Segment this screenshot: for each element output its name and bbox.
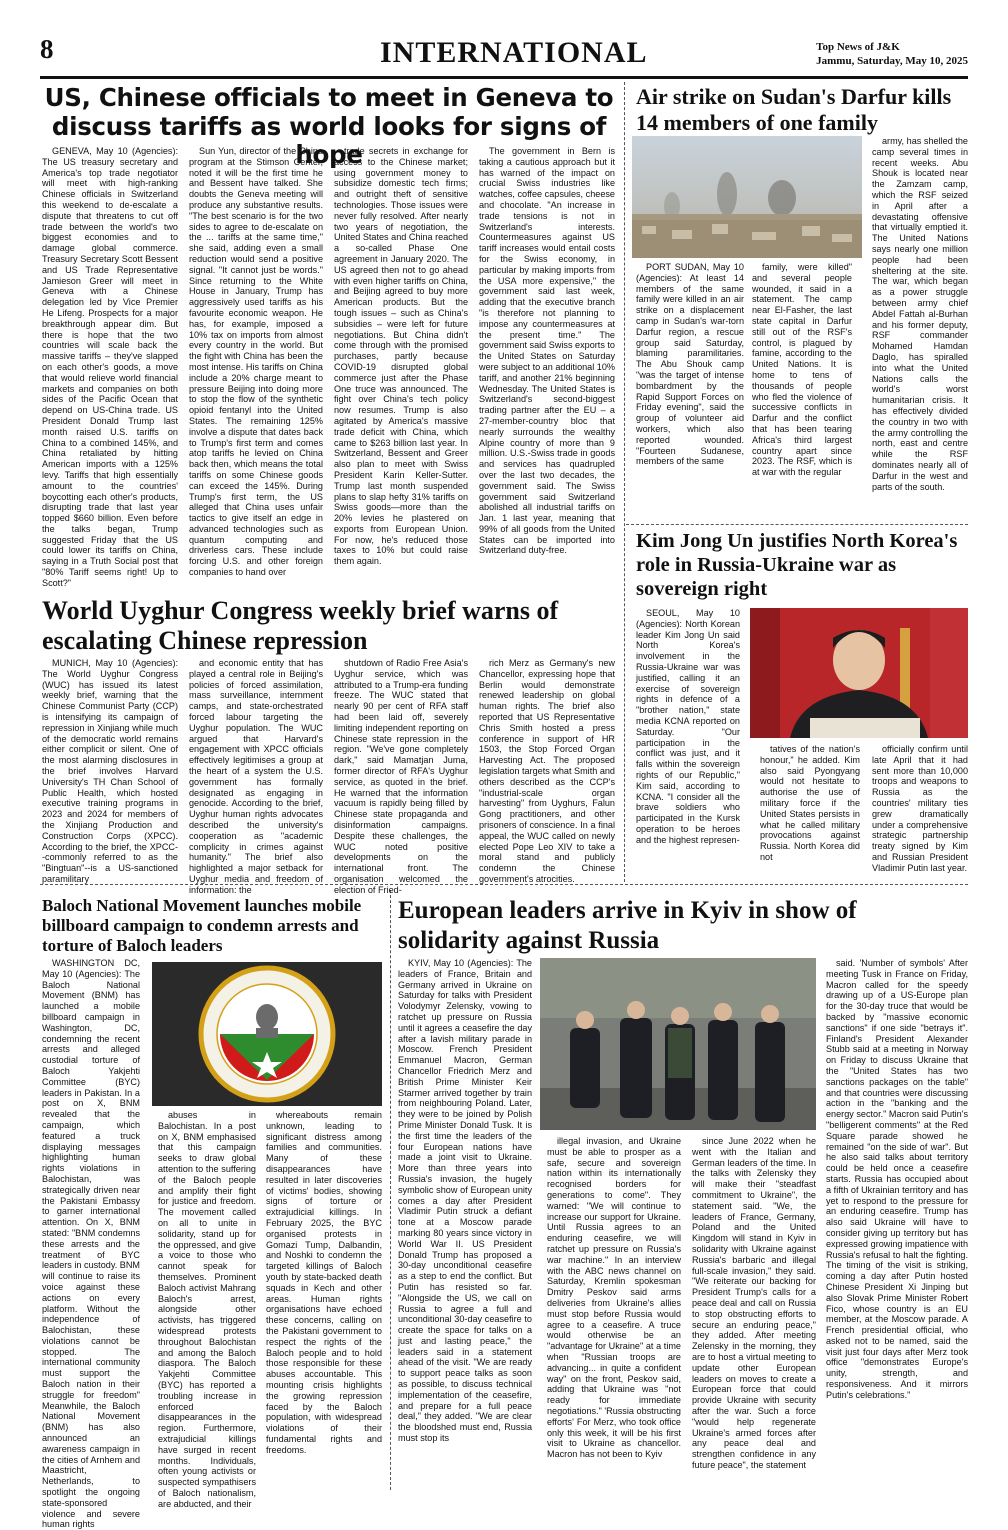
kim-headline: Kim Jong Un justifies North Korea's role in Russia-Ukraine war as sovereign right [636,530,958,600]
uyghur-col-2: and economic entity that has played a central role in Beijing's policies of forced assimilation, mass surveillance, internment camps, and state-orchestrated forced labour targeting the Uyghur population. The WUC argued that Harvard's engagement with XPCC officials effectively legitimises a group at the heart of a system the U.S. government has formally designated as engaging in genocide. According to the brief, Uyghur human rights advocates described the university's cooperation as "academic complicity in crimes against humanity." The brief also highlighted a major setback for Uyghur media and freedom of information: the [189,658,323,895]
kim-col-3: officially confirm until late April that it had sent more than 10,000 troops and weapons to Russia as the countries' military ties grew dramatically under a comprehensive strategic partnership treaty signed by Kim and Russian President Vladimir Putin last year. [872,744,968,873]
page-number: 8 [40,34,54,64]
geneva-col-2: Sun Yun, director of the China program at the Stimson Center, noted it will be the first time he and Bessent have talked. She doubts the Geneva meeting will produce any substantive results. "The best scenario is for the two sides to agree to de-escalate on the ... tariffs at the same time," she said, adding even a small reduction would send a positive signal. "It cannot just be words." Since returning to the White House in January, Trump has aggressively used tariffs as his favourite economic weapon. He has, for example, imposed a 10% tax on imports from almost every country in the world. But the fight with China has been the most intense. His tariffs on China include a 20% charge meant to pressure Beijing into doing more to stop the flow of the synthetic opioid fentanyl into the United States. The remaining 125% involve a dispute that dates back to Trump's first term and comes atop tariffs he levied on China back then, which means the total tariffs on some Chinese goods can exceed the 145%. During Trump's first term, the US alleged that China uses unfair tactics to give itself an edge in advanced technologies such as quantum computing and driverless cars. These include forcing U.S. and other foreign companies to hand over [189,146,323,578]
section-title: INTERNATIONAL [380,36,648,69]
kyiv-photo [540,958,816,1130]
kim-col-2: tatives of the nation's honour," he added. Kim also said Pyongyang would not hesitate to authorise the use of military force if the United States persists in what he called military provocations against Russia. North Korea did not [760,744,860,862]
geneva-col-1: GENEVA, May 10 (Agencies): The US treasury secretary and America's top trade negotiator will meet with high-ranking Chinese officials in Switzerland this weekend to de-escalate a dispute that threatens to cut off trade between the world's two biggest economies and to damage global commerce. Treasury Secretary Scott Bessent and US Trade Representative Jamieson Greer will meet in Geneva with a Chinese delegation led by Vice Premier He Lifeng. Prospects for a major breakthrough appear dim. But there is hope that the two countries will scale back the massive tariffs – they've slapped on each other's goods, a move that would relieve world financial markets and companies on both sides of the Pacific Ocean that depend on US-China trade. US President Donald Trump last month raised U.S. tariffs on China to a combined 145%, and China retaliated by hitting American imports with a 125% levy. Tariffs that high essentially amount to the countries' boycotting each other's products, disrupting trade that last year topped $660 billion. Even before the talks began, Trump suggested Friday that the US could lower its tariffs on China, saying in a Truth Social post that "80% Tariff seems right! Up to Scott?" [42,146,178,588]
section-divider [626,524,968,525]
column-divider [624,82,625,882]
dateline: Jammu, Saturday, May 10, 2025 [816,55,968,67]
kim-col-1: SEOUL, May 10 (Agencies): North Korean leader Kim Jong Un said North Korea's involvement in the Russia-Ukraine war was justified, calling it an exercise of sovereign rights in defence of a "brother nation," state media KCNA reported on Saturday. "Our participation in the conflict was just, and it falls within the sovereign rights of our Republic," Kim said, according to KCNA. "I consider all the brave soldiers who participated in the Kursk operation to be heroes and the highest represen- [636,608,740,845]
uyghur-col-1: MUNICH, May 10 (Agencies): The World Uyghur Congress (WUC) has issued its latest weekly brief, warning that the Chinese Communist Party (CCP) is intensifying its campaign of repression in Xinjiang while much of the democratic world remains either complicit or silent. One of the most alarming disclosures in the brief involves Harvard University's TH Chan School of Public Health, which hosted executive training programs in 2023 and 2024 for members of the Xinjiang Production and Construction Corps (XPCC). According to the brief, the XPCC--commonly referred to as the "Bingtuan"--is a US-sanctioned paramilitary [42,658,178,884]
kyiv-col-3: since June 2022 when he went with the Italian and German leaders of the time. In the talks with Zelensky they will make their "steadfast commitment to Ukraine", the statement said. "We, the leaders of France, Germany, Poland and the United Kingdom will stand in Kyiv in solidarity with Ukraine against Russia's barbaric and illegal full-scale invasion," they said. "We reiterate our backing for President Trump's calls for a peace deal and call on Russia to stop obstructing efforts to secure an enduring peace," they added. After meeting Zelensky in the morning, they are to host a virtual meeting to update other European leaders on moves to create a European force that could provide Ukraine with security after the war. Such a force "would help regenerate Ukraine's armed forces after any peace deal and strengthen confidence in any future peace", the statement [692,1136,816,1470]
sudan-col-2: family, were killed" and several people wounded, it said in a statement. The camp near El-Fasher, the last state capital in Darfur still out of the RSF's control, is plagued by famine, according to the United Nations. It is home to tens of thousands of people who fled the violence of successive conflicts in Darfur and the conflict that has been tearing Africa's third largest country apart since 2023. The RSF, which is at war with the regular [752,262,852,478]
kim-photo [750,608,968,738]
sudan-headline: Air strike on Sudan's Darfur kills 14 members of one family [636,84,952,135]
kyiv-headline: European leaders arrive in Kyiv in show of solidarity against Russia [398,897,857,954]
kyiv-col-4: said. 'Number of symbols' After meeting Tusk in France on Friday, Macron called for the speedy drawing up of a US-Europe plan for the 30-day truce that would be backed by "massive economic sanctions" if one side "betrays it". Finland's President Alexander Stubb said at a meeting in Norway on Friday to discuss Ukraine that the "United States has two sanctions packages on the table" and that countries were discussing action in the "banking and the energy sector." Macron said Putin's "belligerent comments" at the Red Square parade showed he remained "on the side of war". But he also said talks about territory could be held once a ceasefire starts. Russia has occupied about a fifth of Ukrainian territory and has yet to respond to the pressure for an enduring ceasefire. Trump has also said Ukraine will have to consider giving up territory but has expressed growing impatience with Russia's refusal to halt the fighting. The timing of the visit is striking, coming a day after Putin hosted Chinese President Xi Jinping but also Slovak Prime Minister Robert Fico, whose country is an EU member, at the Moscow parade. A French presidential official, who asked not to be named, said the visit just four days after Merz took office "demonstrates Europe's unity, strength, and responsiveness. And it mirrors Putin's celebrations." [826,958,968,1400]
geneva-col-3: trade secrets in exchange for access to the Chinese market; using government money to subsidize domestic tech firms; and outright theft of sensitive technologies. Those issues were never fully resolved. After nearly two years of negotiation, the United States and China reached a so-called Phase One agreement in January 2020. The US agreed then not to go ahead with even higher tariffs on China, and Beijing agreed to buy more American products. But the tough issues – such as China's subsidies – were left for future negotiations. But China didn't come through with the promised purchases, partly because COVID-19 disrupted global commerce just after the Phase One truce was announced. The fight over China's tech policy now resumes. Trump is also agitated by America's massive trade deficit with China, which came to $263 billion last year. In Switzerland, Bessent and Greer also plan to meet with Swiss President Karin Keller-Sutter. Trump last month suspended plans to slap hefty 31% tariffs on Swiss goods—more than the 20% levies he plastered on exports from European Union. For now, he's reduced those taxes to 10% but could raise them again. [334,146,468,567]
header-rule [40,76,968,79]
baloch-col-2: abuses in Balochistan. In a post on X, BNM emphasised that this campaign seeks to draw global attention to the suffering of the Baloch people and amplify their fight for justice and freedom. The movement called on all to unite in solidarity, stand up for the oppressed, and give a voice to those who cannot speak for themselves. Prominent Baloch activist Mahrang Baloch's arrest, alongside other activists, has triggered widespread protests throughout Balochistan and among the Baloch diaspora. The Baloch Yakjehti Committee (BYC) has reported a troubling increase in enforced disappearances in the region. Furthermore, extrajudicial killings have surged in recent months. Individuals, often young activists or suspected sympathisers of Baloch nationalism, are abducted, and their [158,1110,256,1509]
kyiv-col-1: KYIV, May 10 (Agencies): The leaders of France, Britain and Germany arrived in Ukraine on Saturday for talks with President Volodymyr Zelensky, vowing to ratchet up pressure on Russia until it agrees a ceasefire the day after a lavish military parade in Moscow. French President Emmanuel Macron, German Chancellor Friedrich Merz and British Prime Minister Keir Starmer arrived together by train from neighbouring Poland. Later, they were to be joined by Polish Prime Minister Donald Tusk. It is the first time the leaders of the four European nations have made a joint visit to Ukraine. More than three years into Russia's invasion, the hugely symbolic show of European unity comes a day after President Vladimir Putin struck a defiant tone at a Moscow parade marking 80 years since victory in World War II. US President Donald Trump has proposed a 30-day unconditional ceasefire as a step to end the conflict. But Putin has resisted so far. "Alongside the US, we call on Russia to agree a full and unconditional 30-day ceasefire to create the space for talks on a just and lasting peace," the leaders said in a statement ahead of the visit. "We are ready to support peace talks as soon as possible, to discuss technical implementation of the ceasefire, and prepare for a full peace deal," they added. "We are clear the bloodshed must end, Russia must stop its [398,958,532,1444]
geneva-col-4: The government in Bern is taking a cautious approach but it has warned of the impact on crucial Swiss industries like watches, coffee capsules, cheese and chocolate. "An increase in trade tensions is not in Switzerland's interests. Countermeasures against US tariff increases would entail costs for the Swiss economy, in particular by making imports from the USA more expensive," the government said last week, adding that the executive branch "is therefore not planning to impose any countermeasures at the present time." The government said Swiss exports to the United States on Saturday were subject to an additional 10% tariff, and another 21% beginning Wednesday. The United States is Switzerland's second-biggest trading partner after the EU – a 27-member-country bloc that nearly surrounds the wealthy Alpine country of more than 9 million. U.S.-Swiss trade in goods and services has quadrupled over the last two decades, the government said. The Swiss government said Switzerland abolished all industrial tariffs on Jan. 1 last year, meaning that 99% of all goods from the United States can be imported into Switzerland duty-free. [479,146,615,556]
sudan-photo [632,136,862,258]
kyiv-col-2: illegal invasion, and Ukraine must be able to prosper as a safe, secure and sovereign nation within its internationally recognised borders for generations to come". They warned: "We will continue to increase our support for Ukraine. Until Russia agrees to an enduring ceasefire, we will ratchet up pressure on Russia's war machine." In an interview with the ABC news channel on Saturday, Kremlin spokesman Dmitry Peskov said arms deliveries from Ukraine's allies must stop before Russia would agree to a ceasefire. A truce would otherwise be an "advantage for Ukraine" at a time when "Russian troops are advancing... in quite a confident way" on the front, Peskov said, adding that Ukraine was "not ready for immediate negotiations." 'Russia obstructing efforts' For Merz, who took office only this week, it will be his first visit to Ukraine as chancellor. Macron has not been to Kyiv [547,1136,681,1460]
baloch-logo [152,962,382,1106]
uyghur-col-3: shutdown of Radio Free Asia's Uyghur service, which was attributed to a Trump-era funding freeze. The WUC stated that nearly 90 per cent of RFA staff had been laid off, severely limiting independent reporting on Chinese state repression in the region. "We've gone completely dark," said Mamatjan Juma, former director of RFA's Uyghur service, as quoted in the brief. He warned that the information vacuum is rapidly being filled by Chinese state propaganda and disinformation campaigns. Despite these challenges, the WUC noted positive developments on the international front. The organisation welcomed the election of Fried- [334,658,468,895]
uyghur-col-4: rich Merz as Germany's new Chancellor, expressing hope that Berlin would demonstrate renewed leadership on global human rights. The brief also reported that US Representative Chris Smith hosted a press conference in support of HR 1503, the Stop Forced Organ Harvesting Act. The proposed legislation targets what Smith and others described as the CCP's "industrial-scale organ harvesting" from Uyghurs, Falun Gong practitioners, and other prisoners of conscience. In a final appeal, the WUC called on newly elected Pope Leo XIV to take a moral stand and publicly condemn the Chinese government's atrocities. [479,658,615,884]
baloch-col-1: WASHINGTON DC, May 10 (Agencies): The Baloch National Movement (BNM) has launched a mobile billboard campaign in Washington, DC, condemning the recent arrests and alleged custodial torture of Baloch Yakjehti Committee (BYC) leaders in Pakistan. In a post on X, BNM revealed that the campaign, which featured a truck displaying messages highlighting human rights violations in Balochistan, was strategically driven near the Pakistani Embassy to garner international attention. On X, BNM stated: "BNM condemns these arrests and the treatment of BYC leaders in custody. BNM will continue to raise its voice against these actions on every platform. Without the independence of Balochistan, these violations cannot be stopped. The international community must support the Baloch nation in their struggle for freedom" Meanwhile, the Baloch National Movement (BNM) has also announced an awareness campaign in the cities of Arnhem and Maastricht, Netherlands, to spotlight the ongoing state-sponsored violence and severe human rights [42,958,140,1530]
uyghur-headline: World Uyghur Congress weekly brief warns of escalating Chinese repression [42,596,559,656]
geneva-headline: US, Chinese officials to meet in Geneva to discuss tariffs as world looks for signs of hope [44,83,614,170]
paper-name: Top News of J&K [816,41,900,53]
sudan-col-3: army, has shelled the camp several times in recent weeks. Abu Shouk is located near the Zamzam camp, which the RSF seized in April after a devastating offensive that virtually emptied it. The United Nations says nearly one million people had been sheltering at the site. The war, which began as a power struggle between army chief Abdel Fattah al-Burhan and his former deputy, RSF commander Mohamed Hamdan Daglo, has spiralled into what the United Nations calls the world's worst humanitarian crisis. It has effectively divided the country in two with the army controlling the north, east and centre while the RSF dominates nearly all of Darfur in the west and parts of the south. [872,136,968,492]
masthead-info [816,40,968,68]
baloch-col-3: whereabouts remain unknown, leading to significant distress among families and communities. Many of these disappearances have resulted in later discoveries of victims' bodies, showing signs of torture or extrajudicial killings. In February 2025, the BYC organised protests in Gomazi Tump, Dalbandin, and Noshki to condemn the targeted killings of Baloch youth by state-backed death squads in Kech and other areas. Human rights organisations have echoed these concerns, calling on the Pakistani government to respect the rights of the Baloch people and to hold those responsible for these abuses accountable. This mounting crisis highlights the growing repression faced by the Baloch population, with widespread violations of their fundamental rights and freedoms. [266,1110,382,1455]
baloch-headline: Baloch National Movement launches mobile billboard campaign to condemn arrests and torture of Baloch leaders [42,896,362,955]
sudan-col-1: PORT SUDAN, May 10 (Agencies): At least 14 members of the same family were killed in an air strike on a displacement camp in Sudan's war-torn Darfur region, a rescue group said Saturday, blaming paramilitaries. The Abu Shouk camp "was the target of intense bombardment by the Rapid Support Forces on Friday evening", said the group of volunteer aid workers, which also reported wounded. "Fourteen Sudanese, members of the same [636,262,744,467]
column-divider [390,890,391,1490]
